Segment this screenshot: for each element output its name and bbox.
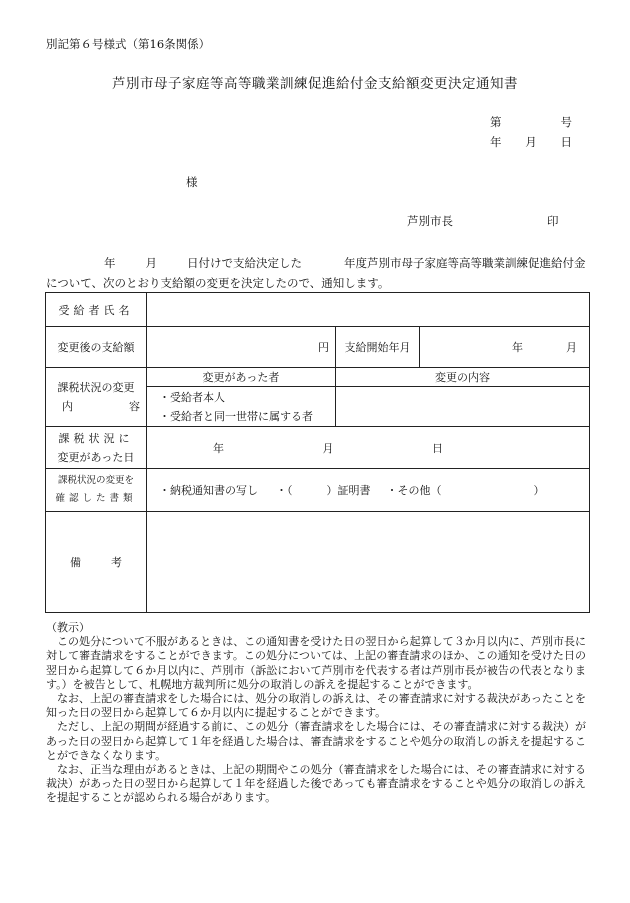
issue-date-row: [490, 134, 572, 150]
doc-option-other-close: ）: [533, 484, 545, 497]
document-title: 芦別市母子家庭等高等職業訓練促進給付金支給額変更決定通知書: [112, 76, 518, 92]
recipient-honorific: 様: [186, 175, 198, 189]
documents-field: [147, 469, 590, 512]
issue-day-label: 日: [560, 135, 572, 149]
tax-date-day-unit: 日: [432, 441, 443, 455]
tax-date-field[interactable]: [147, 427, 590, 469]
tax-date-label: 課税状況に 変更があった日: [46, 427, 147, 469]
tax-change-label-line1: 課税状況の変更: [57, 381, 135, 394]
documents-label: 課税状況の変更を 確認した書類: [46, 469, 147, 512]
changed-person-header: 変更があった者: [147, 368, 336, 387]
start-month-unit: 月: [566, 341, 577, 354]
yen-unit: 円: [318, 341, 329, 354]
intro-day-text: 日付けで支給決定した: [187, 256, 302, 270]
notice-heading: （教示）: [46, 621, 90, 634]
notice-paragraph-3: ただし、上記の期間が経過する前に、この処分（審査請求をした場合には、その審査請求に対する裁決）があった日の翌日から起算して１年を経過した場合は、審査請求をすることや処分の取消しの訴えを提起することができなくなります。: [46, 720, 586, 762]
number-prefix: 第: [490, 115, 502, 129]
intro-line-2: について、次のとおり支給額の変更を決定したので、通知します。: [46, 276, 390, 290]
intro-fiscal-year-text: 年度芦別市母子家庭等高等職業訓練促進給付金: [344, 256, 586, 270]
change-content-header: 変更の内容: [336, 368, 590, 387]
appeal-notice: [46, 621, 586, 806]
seal-mark: 印: [547, 214, 559, 228]
tax-change-label: [46, 368, 147, 427]
person-option-household[interactable]: ・受給者と同一世帯に属する者: [147, 407, 336, 427]
change-content-field[interactable]: [336, 387, 590, 427]
recipient-name-label: 受給者氏名: [46, 293, 147, 327]
intro-month: 月: [145, 256, 157, 270]
form-number: 別記第６号様式（第16条関係）: [46, 37, 211, 51]
doc-option-tax-notice[interactable]: ・納税通知書の写し: [159, 484, 258, 497]
start-year-unit: 年: [512, 341, 523, 354]
notice-paragraph-4: なお、正当な理由があるときは、上記の期間やこの処分（審査請求をした場合には、その審査請求に対する裁決）があった日の翌日から起算して１年を経過した後であっても審査請求をすることや処分の取消しの訴えを提起することが認められる場合があります。: [46, 763, 586, 805]
notice-paragraph-1: この処分について不服があるときは、この通知書を受けた日の翌日から起算して３か月以内に、芦別市長に対して審査請求をすることができます。この処分については、上記の審査請求のほか、この通知を受けた日の翌日から起算して６か月以内に、芦別市（訴訟において芦別市を代表する者は芦別市長が被告の代表となります。）を被告として、札幌地方裁判所に処分の取消しの訴えを提起することができます。: [46, 635, 586, 691]
info-table: [45, 292, 590, 613]
doc-option-other-open[interactable]: ・その他（: [386, 484, 442, 497]
tax-date-year-unit: 年: [213, 441, 224, 455]
intro-line-1: [104, 255, 586, 271]
tax-change-label-line2: 内 容: [62, 400, 140, 413]
number-suffix: 号: [560, 115, 572, 129]
doc-option-certificate-close: ）証明書: [326, 484, 371, 497]
amount-label: 変更後の支給額: [46, 327, 147, 368]
table-row-remarks: [46, 512, 590, 613]
start-month-label: 支給開始年月: [336, 327, 420, 368]
issue-month-label: 月: [525, 135, 537, 149]
table-row-tax-date: [46, 427, 590, 469]
remarks-label: 備 考: [46, 512, 147, 613]
table-row-amount: [46, 327, 590, 368]
intro-year: 年: [104, 256, 116, 270]
document-number-row: [490, 114, 572, 130]
table-row-name: [46, 293, 590, 327]
issue-year-label: 年: [490, 135, 502, 149]
person-option-self[interactable]: ・受給者本人: [147, 387, 336, 407]
remarks-field[interactable]: [147, 512, 590, 613]
doc-option-certificate-open[interactable]: ・（: [276, 484, 293, 497]
table-row-documents: [46, 469, 590, 512]
tax-date-month-unit: 月: [322, 441, 334, 455]
issuer-name: 芦別市長: [407, 214, 453, 228]
amount-field[interactable]: [147, 327, 336, 368]
notice-paragraph-2: なお、上記の審査請求をした場合には、処分の取消しの訴えは、その審査請求に対する裁決があったことを知った日の翌日から起算して６か月以内に提起することができます。: [46, 692, 586, 720]
table-row-change-header: [46, 368, 590, 387]
start-month-field[interactable]: [420, 327, 590, 368]
recipient-name-field[interactable]: [147, 293, 590, 327]
